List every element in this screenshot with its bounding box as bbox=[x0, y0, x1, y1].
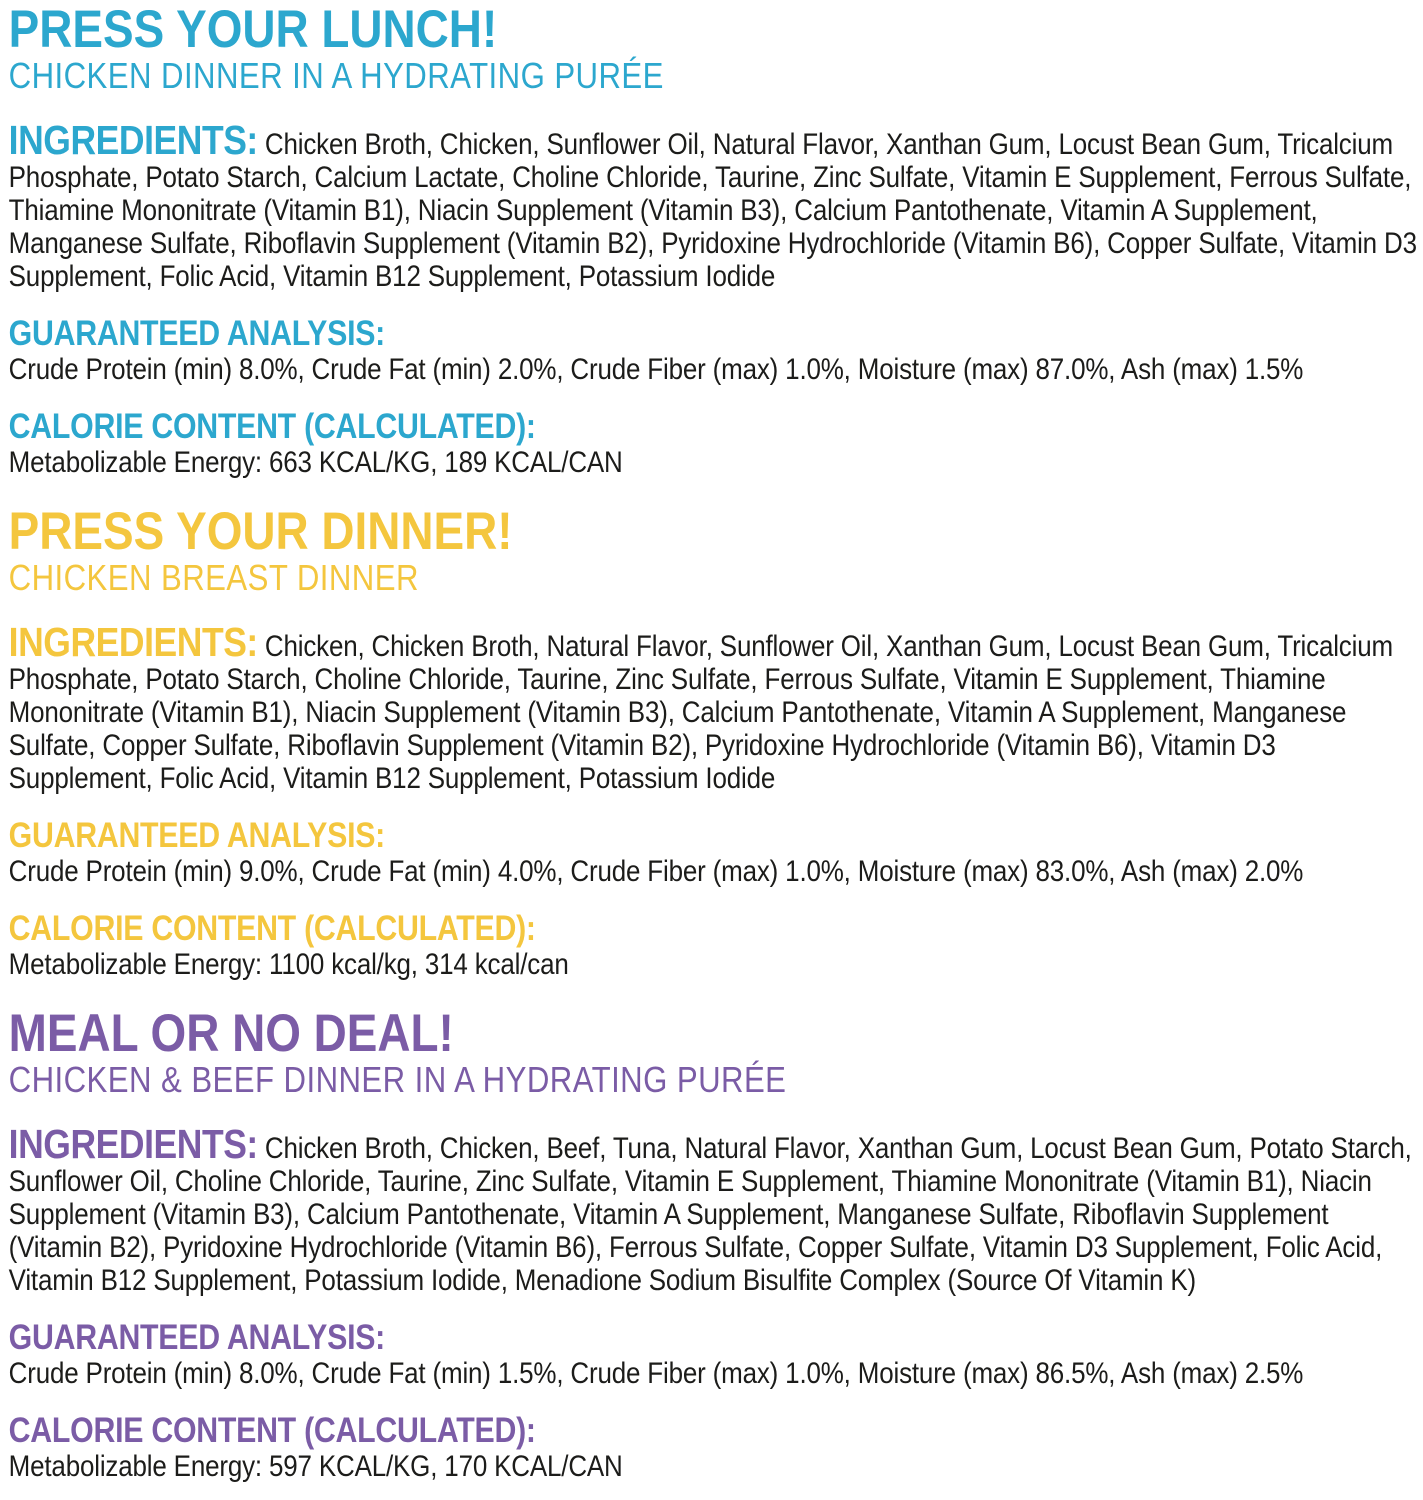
product-subtitle: CHICKEN & BEEF DINNER IN A HYDRATING PURÉE bbox=[8, 1059, 787, 1100]
guaranteed-analysis-heading: GUARANTEED ANALYSIS: bbox=[8, 1318, 386, 1357]
ingredients-paragraph bbox=[8, 117, 1423, 293]
ingredients-text: Chicken, Chicken Broth, Natural Flavor, Sunflower Oil, Xanthan Gum, Locust Bean Gum, Tricalcium Phosphate, Potato Starch, Choline Chloride, Taurine, Zinc Sulfate, Ferrous Sulfate, Vitamin E Supplement, Thiamine Mononitrate (Vitamin B1), Niacin Supplement (Vitamin B3), Calcium Pantothenate, Vitamin A Supplement, Manganese Sulfate, Copper Sulfate, Riboflavin Supplement (Vitamin B2), Pyridoxine Hydrochloride (Vitamin B6), Vitamin D3 Supplement, Folic Acid, Vitamin B12 Supplement, Potassium Iodide bbox=[8, 630, 1393, 795]
ingredients-text: Chicken Broth, Chicken, Sunflower Oil, Natural Flavor, Xanthan Gum, Locust Bean Gum, Tricalcium Phosphate, Potato Starch, Calcium Lactate, Choline Chloride, Taurine, Zinc Sulfate, Vitamin E Supplement, Ferrous Sulfate, Thiamine Mononitrate (Vitamin B1), Niacin Supplement (Vitamin B3), Calcium Pantothenate, Vitamin A Supplement, Manganese Sulfate, Riboflavin Supplement (Vitamin B2), Pyridoxine Hydrochloride (Vitamin B6), Copper Sulfate, Vitamin D3 Supplement, Folic Acid, Vitamin B12 Supplement, Potassium Iodide bbox=[8, 128, 1417, 293]
product-section-meal bbox=[8, 1004, 1423, 1483]
product-title: MEAL OR NO DEAL! bbox=[8, 1004, 454, 1063]
calorie-content-heading: CALORIE CONTENT (CALCULATED): bbox=[8, 909, 536, 948]
product-section-lunch bbox=[8, 0, 1423, 479]
ingredients-label: INGREDIENTS: bbox=[8, 117, 258, 163]
guaranteed-analysis-heading: GUARANTEED ANALYSIS: bbox=[8, 816, 386, 855]
ingredients-label: INGREDIENTS: bbox=[8, 619, 258, 665]
guaranteed-analysis-text: Crude Protein (min) 9.0%, Crude Fat (min) 4.0%, Crude Fiber (max) 1.0%, Moisture (max) 83.0%, Ash (max) 2.0% bbox=[8, 855, 1304, 888]
product-subtitle: CHICKEN BREAST DINNER bbox=[8, 557, 419, 598]
product-section-dinner bbox=[8, 502, 1423, 981]
product-title: PRESS YOUR DINNER! bbox=[8, 502, 513, 561]
calorie-content-text: Metabolizable Energy: 1100 kcal/kg, 314 kcal/can bbox=[8, 948, 569, 981]
product-subtitle: CHICKEN DINNER IN A HYDRATING PURÉE bbox=[8, 55, 664, 96]
guaranteed-analysis-heading: GUARANTEED ANALYSIS: bbox=[8, 314, 386, 353]
guaranteed-analysis-text: Crude Protein (min) 8.0%, Crude Fat (min) 1.5%, Crude Fiber (max) 1.0%, Moisture (max) 86.5%, Ash (max) 2.5% bbox=[8, 1357, 1304, 1390]
product-title: PRESS YOUR LUNCH! bbox=[8, 0, 498, 59]
ingredients-text: Chicken Broth, Chicken, Beef, Tuna, Natural Flavor, Xanthan Gum, Locust Bean Gum, Potato Starch, Sunflower Oil, Choline Chloride, Taurine, Zinc Sulfate, Vitamin E Supplement, Thiamine Mononitrate (Vitamin B1), Niacin Supplement (Vitamin B3), Calcium Pantothenate, Vitamin A Supplement, Manganese Sulfate, Riboflavin Supplement (Vitamin B2), Pyridoxine Hydrochloride (Vitamin B6), Ferrous Sulfate, Copper Sulfate, Vitamin D3 Supplement, Folic Acid, Vitamin B12 Supplement, Potassium Iodide, Menadione Sodium Bisulfite Complex (Source Of Vitamin K) bbox=[8, 1132, 1412, 1297]
calorie-content-heading: CALORIE CONTENT (CALCULATED): bbox=[8, 1411, 536, 1450]
ingredients-label: INGREDIENTS: bbox=[8, 1121, 258, 1167]
calorie-content-heading: CALORIE CONTENT (CALCULATED): bbox=[8, 407, 536, 446]
ingredients-paragraph bbox=[8, 619, 1423, 795]
guaranteed-analysis-text: Crude Protein (min) 8.0%, Crude Fat (min) 2.0%, Crude Fiber (max) 1.0%, Moisture (max) 87.0%, Ash (max) 1.5% bbox=[8, 353, 1304, 386]
ingredients-paragraph bbox=[8, 1121, 1423, 1297]
calorie-content-text: Metabolizable Energy: 597 KCAL/KG, 170 KCAL/CAN bbox=[8, 1450, 623, 1483]
calorie-content-text: Metabolizable Energy: 663 KCAL/KG, 189 KCAL/CAN bbox=[8, 446, 623, 479]
